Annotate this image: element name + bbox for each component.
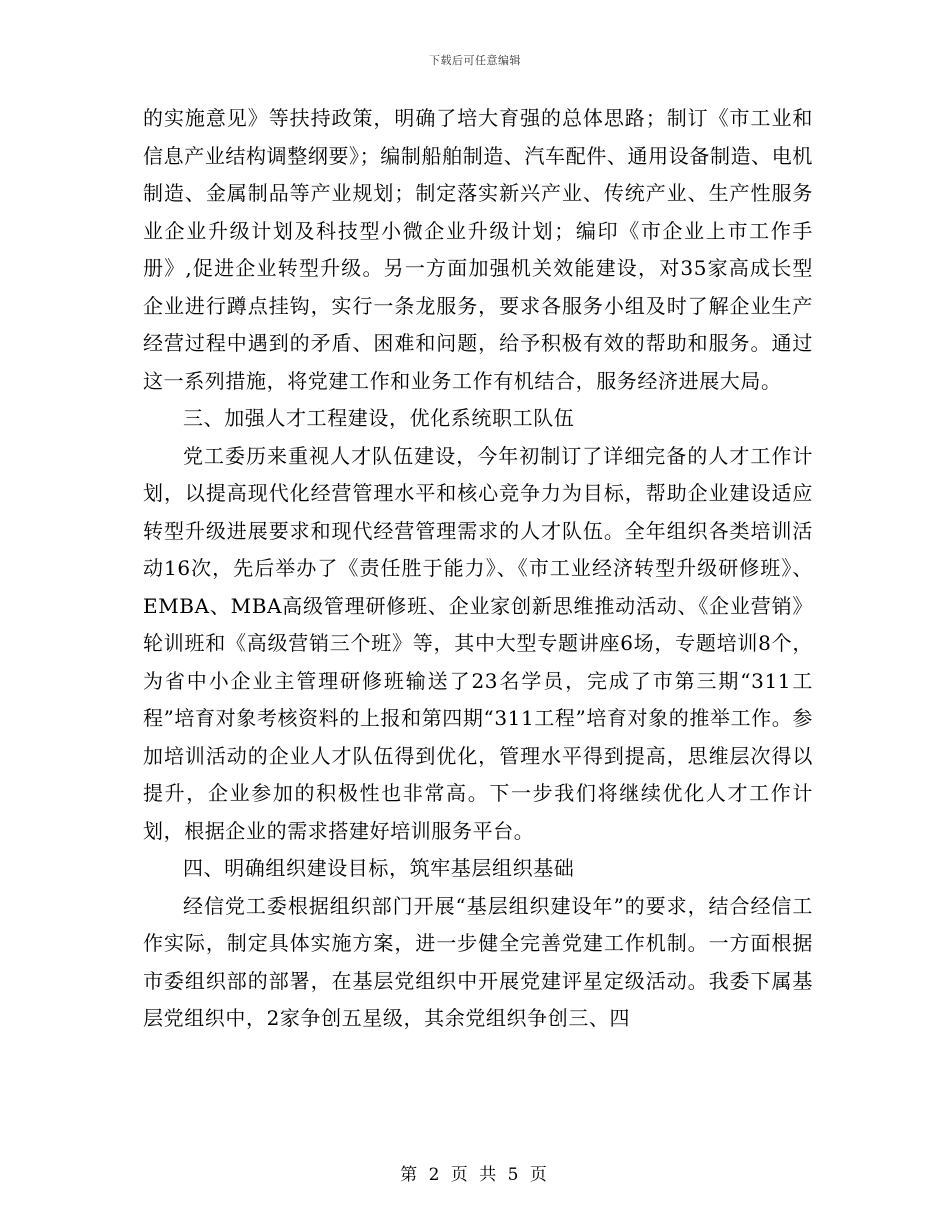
page-header-note: 下载后可任意编辑 — [429, 54, 521, 67]
paragraph-organization: 经信党工委根据组织部门开展“基层组织建设年”的要求，结合经信工作实际，制定具体实施方案，进一步健全完善党建工作机制。一方面根据市委组织部的部署，在基层党组织中开展党建评星定级活动。我委下属基层党组织中，2家争创五星级，其余党组织争创三、四 — [143, 893, 813, 1030]
paragraph-talent: 党工委历来重视人才队伍建设，今年初制订了详细完备的人才工作计划，以提高现代化经营管理水平和核心竞争力为目标，帮助企业建设适应转型升级进展要求和现代经营管理需求的人才队伍。全年组织各类培训活动16次，先后举办了《责任胜于能力》、《市工业经济转型升级研修班》、EMBA、MBA高级管理研修班、企业家创新思维推动活动、《企业营销》轮训班和《高级营销三个班》等，其中大型专题讲座6场，专题培训8个，为省中小企业主管理研修班输送了23名学员，完成了市第三期“311工程”培育对象考核资料的上报和第四期“311工程”培育对象的推举工作。参加培训活动的企业人才队伍得到优化，管理水平得到提高，思维层次得以提升，企业参加的积极性也非常高。下一步我们将继续优化人才工作计划，根据企业的需求搭建好培训服务平台。 — [143, 443, 813, 843]
paragraph-continuation: 的实施意见》等扶持政策，明确了培大育强的总体思路；制订《市工业和信息产业结构调整纲要》；编制船舶制造、汽车配件、通用设备制造、电机制造、金属制品等产业规划；制定落实新兴产业、传统产业、生产性服务业企业升级计划及科技型小微企业升级计划；编印《市企业上市工作手册》,促进企业转型升级。另一方面加强机关效能建设，对35家高成长型企业进行蹲点挂钩，实行一条龙服务，要求各服务小组及时了解企业生产经营过程中遇到的矛盾、困难和问题，给予积极有效的帮助和服务。通过这一系列措施，将党建工作和业务工作有机结合，服务经济进展大局。 — [143, 106, 813, 393]
section-heading-4: 四、明确组织建设目标，筑牢基层组织基础 — [183, 856, 575, 880]
document-body — [143, 100, 813, 1038]
page-number: 第 2 页 共 5 页 — [400, 1165, 550, 1185]
section-heading-3: 三、加强人才工程建设，优化系统职工队伍 — [183, 406, 575, 430]
